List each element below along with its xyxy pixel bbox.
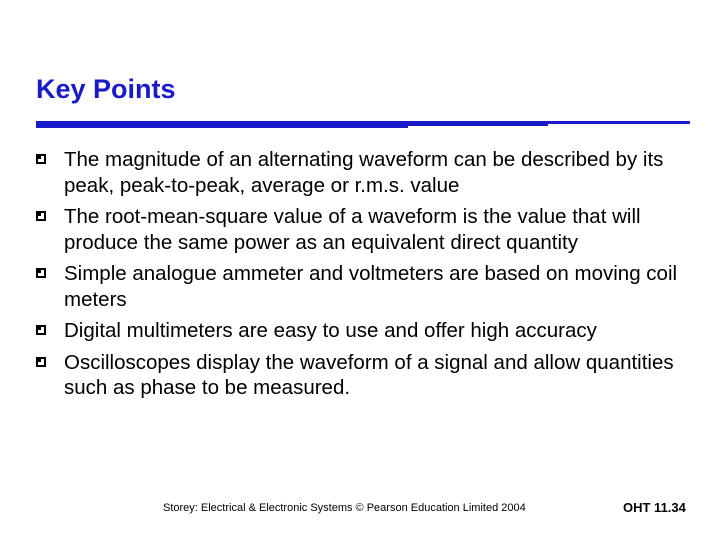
bullet-item: [36, 350, 696, 401]
square-bullet-icon: [36, 325, 46, 335]
bullet-item: [36, 204, 696, 255]
bullet-item: [36, 147, 696, 198]
square-bullet-icon: [36, 211, 46, 221]
bullet-text: The root-mean-square value of a waveform is the value that will produce the same power as an equivalent direct quantity: [64, 205, 641, 254]
square-bullet-icon: [36, 268, 46, 278]
bullet-text: The magnitude of an alternating waveform can be described by its peak, peak-to-peak, average or r.m.s. value: [64, 148, 664, 197]
square-bullet-icon: [36, 154, 46, 164]
title-underline: [36, 119, 690, 128]
title-underline-mid: [408, 121, 548, 126]
square-bullet-icon: [36, 357, 46, 367]
bullet-item: [36, 261, 696, 312]
bullet-item: [36, 318, 696, 344]
bullet-list: [36, 147, 696, 407]
footer-source: Storey: Electrical & Electronic Systems © Pearson Education Limited 2004: [163, 502, 526, 514]
bullet-text: Simple analogue ammeter and voltmeters are based on moving coil meters: [64, 262, 678, 311]
title-underline-thick: [36, 121, 408, 128]
footer-slide-number: OHT 11.34: [623, 500, 686, 515]
bullet-text: Oscilloscopes display the waveform of a signal and allow quantities such as phase to be measured.: [64, 350, 674, 399]
slide-title: Key Points: [36, 74, 176, 104]
bullet-text: Digital multimeters are easy to use and offer high accuracy: [64, 319, 597, 342]
